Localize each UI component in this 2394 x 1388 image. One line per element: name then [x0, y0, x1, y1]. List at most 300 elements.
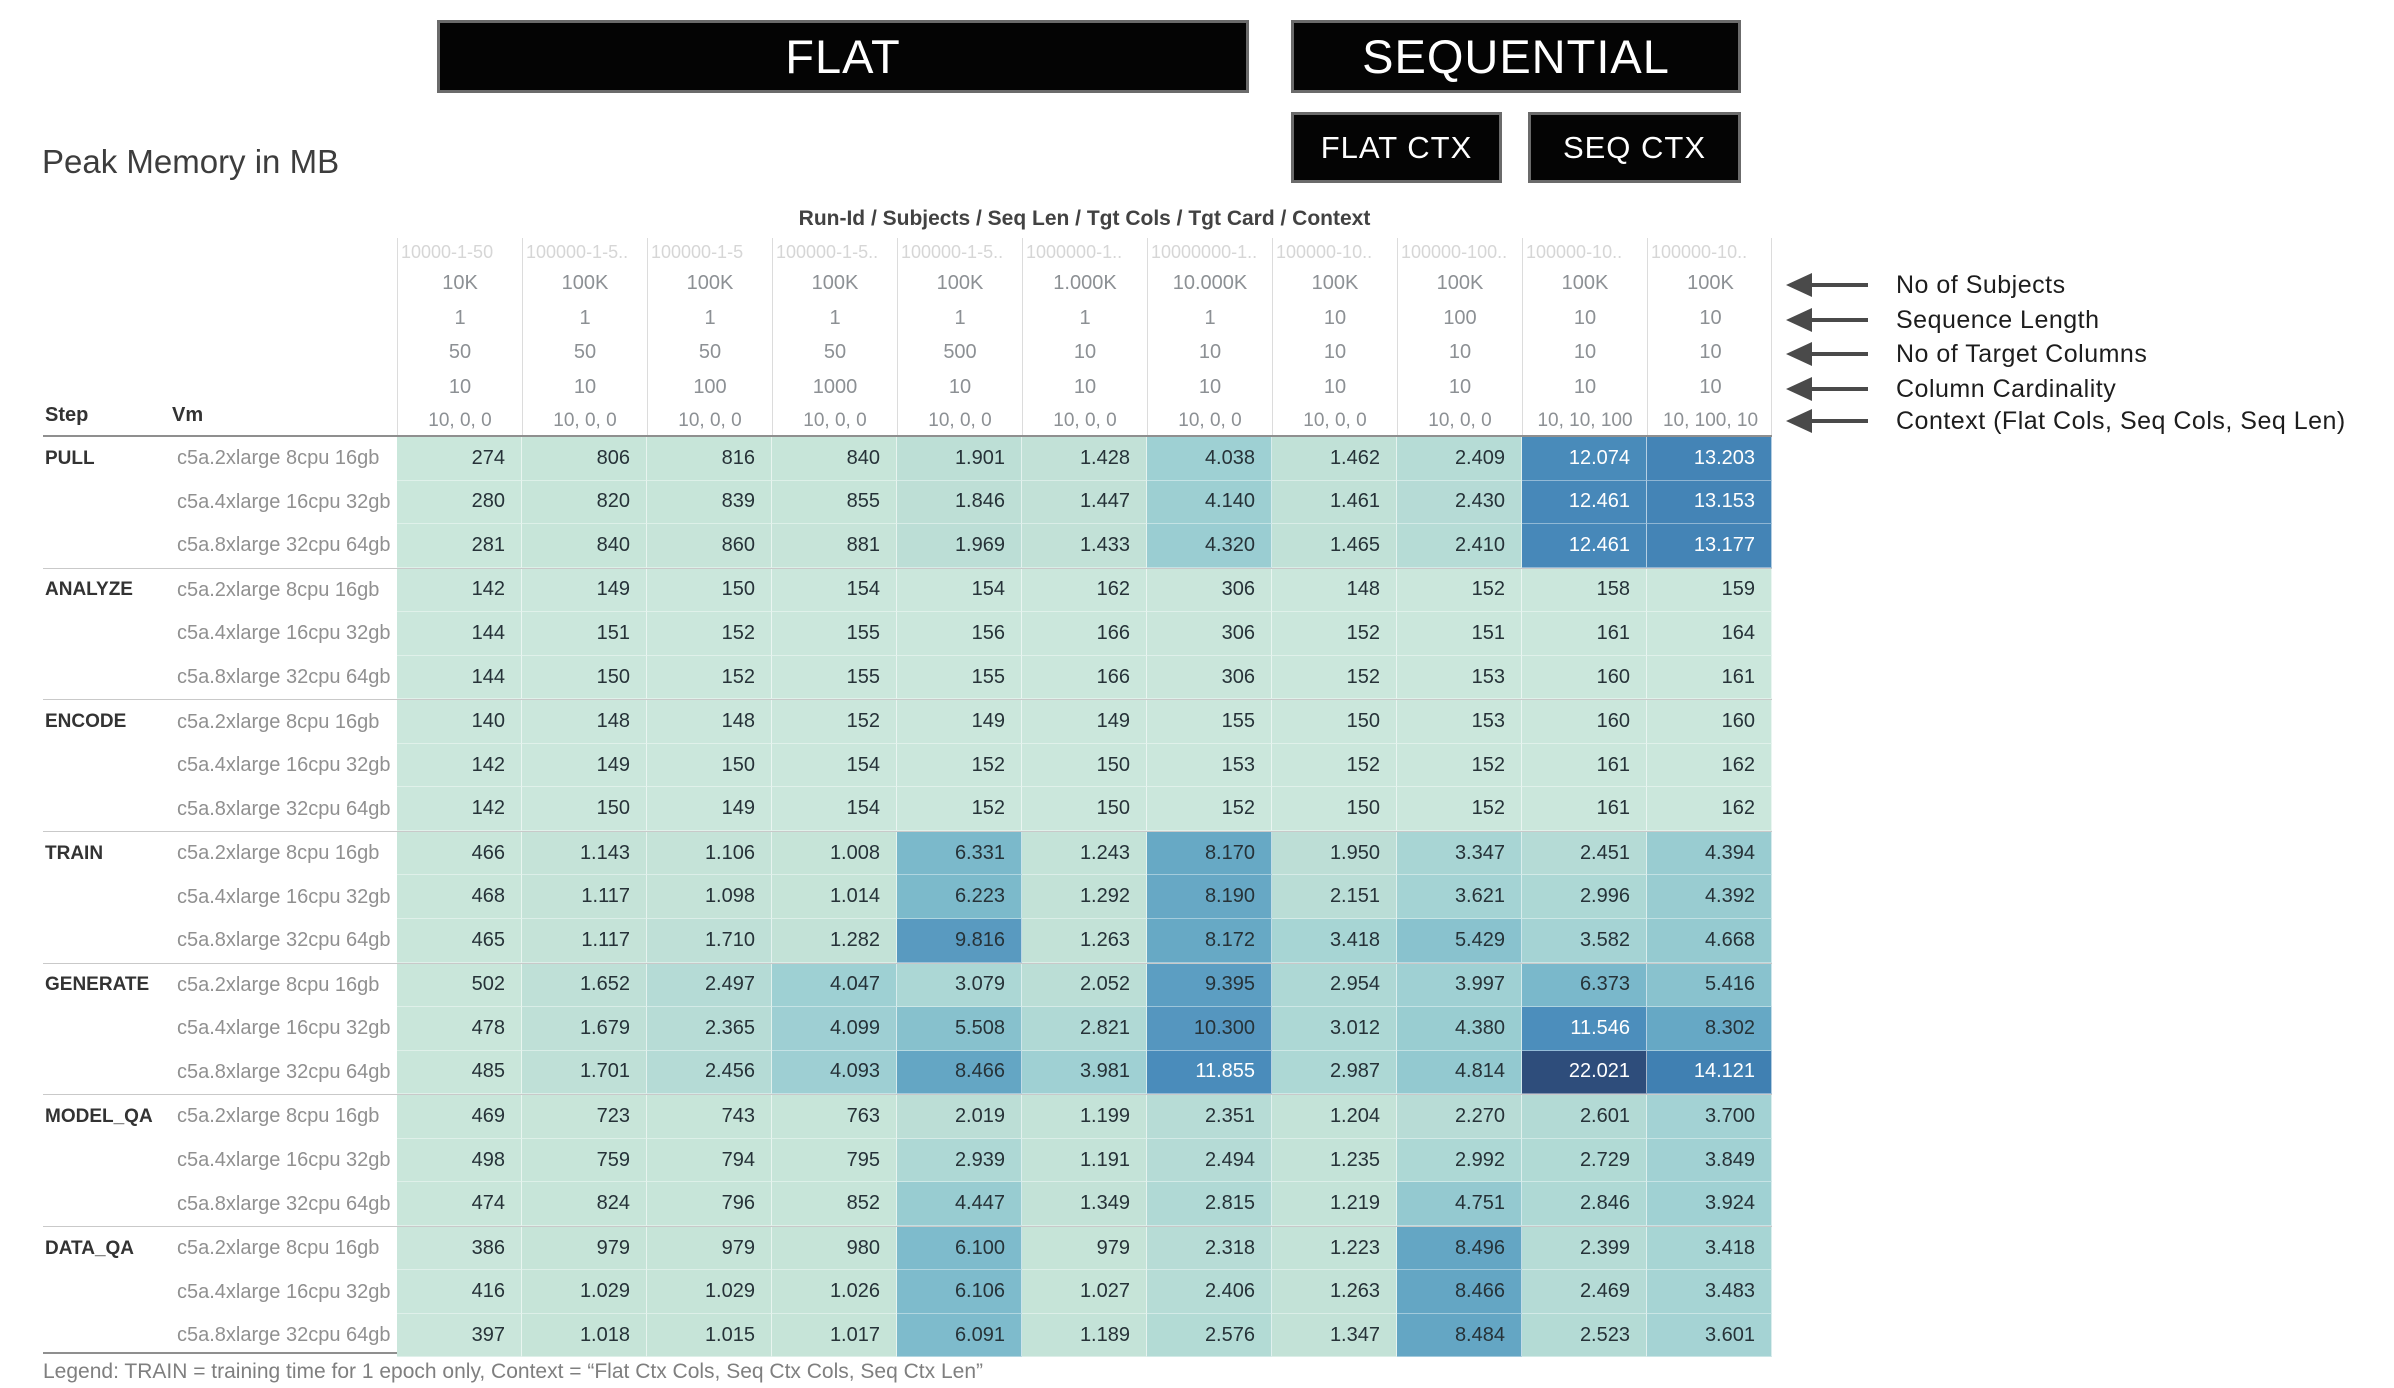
heatmap-cell: 149 [647, 787, 772, 831]
arrow-tail [1812, 283, 1868, 287]
heatmap-cell: 1.461 [1272, 481, 1397, 525]
header-seq-len: 1 [579, 306, 591, 329]
step-label [43, 656, 177, 700]
heatmap-cell: 150 [522, 787, 647, 831]
heatmap-cell: 162 [1647, 787, 1772, 831]
heatmap-cell: 8.170 [1147, 832, 1272, 876]
heatmap-cell: 1.428 [1022, 437, 1147, 481]
arrow-tail [1812, 387, 1868, 391]
heatmap-cell: 1.347 [1272, 1314, 1397, 1358]
step-column-header: Step [45, 404, 89, 426]
heatmap-cell: 5.429 [1397, 919, 1522, 963]
heatmap-cell: 979 [522, 1227, 647, 1271]
annotation-label: No of Target Columns [1896, 339, 2148, 368]
legend-text: Legend: TRAIN = training time for 1 epoch only, Context = “Flat Ctx Cols, Seq Ctx Cols, Seq Ctx Len” [43, 1360, 983, 1383]
step-label: ANALYZE [45, 579, 133, 601]
vm-label: c5a.8xlarge 32cpu 64gb [177, 1192, 391, 1215]
heatmap-cell: 2.451 [1522, 832, 1647, 876]
heatmap-cell: 2.406 [1147, 1270, 1272, 1314]
heatmap-cell: 498 [397, 1139, 522, 1183]
heatmap-cell: 759 [522, 1139, 647, 1183]
vm-label: c5a.2xlarge 8cpu 16gb [177, 973, 380, 996]
heatmap-cell: 6.106 [897, 1270, 1022, 1314]
header-subjects: 100K [1687, 272, 1734, 294]
heatmap-cell: 161 [1647, 656, 1772, 700]
heatmap-cell: 166 [1022, 612, 1147, 656]
heatmap-cell: 3.483 [1647, 1270, 1772, 1314]
heatmap-cell: 4.380 [1397, 1007, 1522, 1051]
vm-label: c5a.2xlarge 8cpu 16gb [177, 578, 380, 601]
heatmap-cell: 142 [397, 569, 522, 613]
heatmap-cell: 3.981 [1022, 1051, 1147, 1095]
heatmap-cell: 1.191 [1022, 1139, 1147, 1183]
step-label [43, 875, 177, 919]
header-tgt-card: 10 [1323, 375, 1347, 398]
step-label [43, 1182, 177, 1226]
heatmap-cell: 1.235 [1272, 1139, 1397, 1183]
heatmap-cell: 2.456 [647, 1051, 772, 1095]
header-column [648, 238, 773, 437]
heatmap-cell: 144 [397, 612, 522, 656]
heatmap-cell: 166 [1022, 656, 1147, 700]
vm-label: c5a.8xlarge 32cpu 64gb [177, 666, 391, 688]
step-label [43, 787, 177, 831]
vm-label: c5a.8xlarge 32cpu 64gb [177, 797, 391, 820]
heatmap-cell: 1.263 [1022, 919, 1147, 963]
heatmap-cell: 1.282 [772, 919, 897, 963]
heatmap-cell: 150 [1272, 787, 1397, 831]
heatmap-cell: 149 [522, 569, 647, 613]
step-label [43, 744, 177, 788]
heatmap-cell: 150 [1022, 787, 1147, 831]
page-title: Peak Memory in MB [42, 143, 340, 180]
step-label [43, 481, 177, 525]
heatmap-cell: 881 [772, 524, 897, 568]
header-column [1523, 238, 1648, 437]
header-run-id: 100000-1-5.. [901, 241, 1004, 262]
step-label [43, 919, 177, 963]
heatmap-cell: 485 [397, 1051, 522, 1095]
heatmap-cell: 1.447 [1022, 481, 1147, 525]
header-tgt-card: 10 [1699, 375, 1722, 398]
header-tgt-card: 1000 [812, 375, 858, 398]
heatmap-cell: 152 [1272, 612, 1397, 656]
flat-group-banner-label: FLAT [785, 30, 901, 83]
step-label: ENCODE [45, 711, 127, 733]
left-arrow-icon [1786, 273, 1868, 297]
arrow-head-icon [1786, 308, 1812, 332]
step-label: GENERATE [45, 974, 150, 996]
heatmap-cell: 155 [897, 656, 1022, 700]
heatmap-cell: 1.008 [772, 832, 897, 876]
header-seq-len: 1 [704, 306, 716, 329]
header-tgt-cols: 50 [823, 341, 847, 363]
heatmap-cell: 12.074 [1522, 437, 1647, 481]
heatmap-cell: 161 [1522, 612, 1647, 656]
heatmap-cell: 469 [397, 1095, 522, 1139]
header-context: 10, 0, 0 [1178, 409, 1242, 431]
vm-label: c5a.4xlarge 16cpu 32gb [177, 885, 391, 908]
heatmap-cell: 6.331 [897, 832, 1022, 876]
heatmap-cell: 149 [1022, 700, 1147, 744]
heatmap-cell: 855 [772, 481, 897, 525]
heatmap-cell: 795 [772, 1139, 897, 1183]
heatmap-cell: 723 [522, 1095, 647, 1139]
heatmap-cell: 142 [397, 787, 522, 831]
heatmap-cell: 1.292 [1022, 875, 1147, 919]
header-run-id: 100000-10.. [1526, 241, 1623, 262]
heatmap-cell: 144 [397, 656, 522, 700]
heatmap-cell: 8.302 [1647, 1007, 1772, 1051]
heatmap-cell: 4.668 [1647, 919, 1772, 963]
heatmap-cell: 150 [647, 744, 772, 788]
header-subjects: 100K [1311, 272, 1359, 294]
heatmap-cell: 4.320 [1147, 524, 1272, 568]
heatmap-cell: 794 [647, 1139, 772, 1183]
heatmap-cell: 2.987 [1272, 1051, 1397, 1095]
vm-label: c5a.2xlarge 8cpu 16gb [177, 447, 380, 470]
heatmap-cell: 8.466 [1397, 1270, 1522, 1314]
header-run-id: 100000-10.. [1651, 241, 1748, 262]
step-block-analyze [43, 568, 1772, 700]
heatmap-cell: 4.140 [1147, 481, 1272, 525]
heatmap-cell: 2.729 [1522, 1139, 1647, 1183]
heatmap-cell: 2.494 [1147, 1139, 1272, 1183]
annotation-row [1786, 268, 2066, 302]
arrow-head-icon [1786, 377, 1812, 401]
step-label: MODEL_QA [45, 1105, 153, 1127]
sequential-group-banner-label: SEQUENTIAL [1362, 30, 1670, 83]
step-block-pull [43, 437, 1772, 568]
vm-label: c5a.2xlarge 8cpu 16gb [177, 710, 380, 733]
heatmap-cell: 3.418 [1272, 919, 1397, 963]
header-context: 10, 0, 0 [928, 409, 992, 431]
annotation-row [1786, 337, 2147, 371]
vm-label: c5a.4xlarge 16cpu 32gb [177, 490, 391, 513]
heatmap-cell: 2.821 [1022, 1007, 1147, 1051]
seq-ctx-banner-label: SEQ CTX [1562, 129, 1707, 165]
header-tgt-card: 10 [948, 375, 972, 398]
heatmap-cell: 1.014 [772, 875, 897, 919]
heatmap-cell: 8.496 [1397, 1227, 1522, 1271]
heatmap-cell: 3.012 [1272, 1007, 1397, 1051]
heatmap-cell: 980 [772, 1227, 897, 1271]
heatmap-cell: 743 [647, 1095, 772, 1139]
heatmap-cell: 1.027 [1022, 1270, 1147, 1314]
header-seq-len: 1 [1204, 306, 1216, 329]
heatmap-cell: 2.270 [1397, 1095, 1522, 1139]
vm-label: c5a.8xlarge 32cpu 64gb [177, 929, 391, 952]
heatmap-cell: 1.117 [522, 919, 647, 963]
header-subjects: 100K [561, 272, 609, 294]
heatmap-cell: 152 [1272, 656, 1397, 700]
heatmap-cell: 13.177 [1647, 524, 1772, 568]
header-subjects: 100K [936, 272, 984, 294]
heatmap-cell: 1.710 [647, 919, 772, 963]
heatmap-cell: 1.349 [1022, 1182, 1147, 1226]
heatmap-cell: 2.815 [1147, 1182, 1272, 1226]
heatmap-cell: 164 [1647, 612, 1772, 656]
heatmap-cell: 2.351 [1147, 1095, 1272, 1139]
heatmap-cell: 306 [1147, 569, 1272, 613]
header-tgt-cols: 10 [1699, 341, 1722, 363]
heatmap-cell: 10.300 [1147, 1007, 1272, 1051]
heatmap-cell: 2.523 [1522, 1314, 1647, 1358]
heatmap-cell: 5.508 [897, 1007, 1022, 1051]
heatmap-cell: 152 [897, 787, 1022, 831]
heatmap-cell: 1.017 [772, 1314, 897, 1358]
heatmap-cell: 2.019 [897, 1095, 1022, 1139]
header-run-id: 100000-10.. [1276, 241, 1373, 262]
header-column [1398, 238, 1523, 437]
annotation-row [1786, 372, 2116, 406]
heatmap-cell: 1.263 [1272, 1270, 1397, 1314]
step-label: PULL [45, 447, 95, 469]
arrow-head-icon [1786, 409, 1812, 433]
heatmap-cell: 840 [522, 524, 647, 568]
header-seq-len: 10 [1699, 306, 1722, 329]
matrix-body [43, 437, 1772, 1357]
heatmap-cell: 149 [897, 700, 1022, 744]
heatmap-cell: 2.954 [1272, 964, 1397, 1008]
header-run-id: 10000000-1.. [1151, 241, 1258, 262]
heatmap-cell: 152 [1397, 744, 1522, 788]
header-tgt-cols: 50 [448, 341, 472, 363]
step-block-data_qa [43, 1226, 1772, 1358]
header-seq-len: 10 [1573, 306, 1597, 329]
matrix-header-columns [397, 238, 1772, 437]
header-run-id: 10000-1-50 [401, 241, 494, 262]
heatmap-cell: 152 [647, 612, 772, 656]
heatmap-cell: 4.099 [772, 1007, 897, 1051]
header-run-id: 1000000-1.. [1026, 241, 1123, 262]
heatmap-cell: 2.410 [1397, 524, 1522, 568]
heatmap-cell: 6.373 [1522, 964, 1647, 1008]
header-seq-len: 1 [829, 306, 841, 329]
header-context: 10, 0, 0 [803, 409, 867, 431]
heatmap-cell: 280 [397, 481, 522, 525]
vm-label: c5a.8xlarge 32cpu 64gb [177, 1060, 391, 1083]
header-tgt-cols: 50 [698, 341, 722, 363]
header-column [898, 238, 1023, 437]
header-subjects: 100K [1436, 272, 1484, 294]
header-tgt-cols: 10 [1448, 341, 1472, 363]
heatmap-cell: 155 [772, 656, 897, 700]
heatmap-cell: 1.969 [897, 524, 1022, 568]
header-seq-len: 1 [954, 306, 966, 329]
heatmap-cell: 281 [397, 524, 522, 568]
header-tgt-cols: 10 [1073, 341, 1097, 363]
header-tgt-card: 10 [1198, 375, 1222, 398]
heatmap-cell: 149 [522, 744, 647, 788]
heatmap-cell: 274 [397, 437, 522, 481]
header-tgt-card: 10 [448, 375, 472, 398]
header-tgt-cols: 10 [1198, 341, 1222, 363]
heatmap-cell: 820 [522, 481, 647, 525]
heatmap-cell: 156 [897, 612, 1022, 656]
heatmap-cell: 148 [522, 700, 647, 744]
header-column [1148, 238, 1273, 437]
flat-ctx-banner-label: FLAT CTX [1320, 129, 1473, 165]
step-block-encode [43, 699, 1772, 831]
heatmap-cell: 466 [397, 832, 522, 876]
heatmap-cell: 152 [1397, 569, 1522, 613]
step-label [43, 524, 177, 568]
heatmap-cell: 22.021 [1522, 1051, 1647, 1095]
header-subjects: 100K [811, 272, 859, 294]
step-block-generate [43, 963, 1772, 1095]
heatmap-cell: 162 [1022, 569, 1147, 613]
header-tgt-card: 10 [573, 375, 597, 398]
heatmap-cell: 153 [1397, 700, 1522, 744]
heatmap-cell: 151 [1397, 612, 1522, 656]
heatmap-cell: 8.190 [1147, 875, 1272, 919]
heatmap-cell: 2.992 [1397, 1139, 1522, 1183]
heatmap-cell: 13.203 [1647, 437, 1772, 481]
heatmap-cell: 6.100 [897, 1227, 1022, 1271]
vm-label: c5a.4xlarge 16cpu 32gb [177, 754, 391, 777]
heatmap-cell: 152 [897, 744, 1022, 788]
heatmap-cell: 4.447 [897, 1182, 1022, 1226]
heatmap-cell: 3.924 [1647, 1182, 1772, 1226]
heatmap-cell: 8.172 [1147, 919, 1272, 963]
column-header-label: Run-Id / Subjects / Seq Len / Tgt Cols / Tgt Card / Context [798, 207, 1371, 230]
heatmap-cell: 2.365 [647, 1007, 772, 1051]
header-subjects: 100K [1561, 272, 1609, 294]
heatmap-cell: 1.950 [1272, 832, 1397, 876]
header-context: 10, 0, 0 [678, 409, 742, 431]
heatmap-cell: 152 [647, 656, 772, 700]
heatmap-cell: 4.047 [772, 964, 897, 1008]
header-column [523, 238, 648, 437]
heatmap-cell: 3.997 [1397, 964, 1522, 1008]
heatmap-cell: 6.091 [897, 1314, 1022, 1358]
header-column [1273, 238, 1398, 437]
heatmap-cell: 12.461 [1522, 481, 1647, 525]
vm-label: c5a.4xlarge 16cpu 32gb [177, 1280, 391, 1303]
heatmap-cell: 4.751 [1397, 1182, 1522, 1226]
header-run-id: 100000-1-5 [651, 241, 744, 262]
heatmap-cell: 160 [1647, 700, 1772, 744]
header-run-id: 100000-1-5.. [526, 241, 629, 262]
heatmap-cell: 1.846 [897, 481, 1022, 525]
header-context: 10, 0, 0 [553, 409, 617, 431]
heatmap-cell: 152 [1397, 787, 1522, 831]
vm-label: c5a.8xlarge 32cpu 64gb [177, 1324, 391, 1347]
heatmap-cell: 979 [647, 1227, 772, 1271]
heatmap-cell: 1.143 [522, 832, 647, 876]
heatmap-cell: 1.029 [647, 1270, 772, 1314]
heatmap-cell: 824 [522, 1182, 647, 1226]
header-context: 10, 0, 0 [1428, 409, 1492, 431]
heatmap-cell: 142 [397, 744, 522, 788]
heatmap-cell: 763 [772, 1095, 897, 1139]
heatmap-cell: 155 [1147, 700, 1272, 744]
heatmap-cell: 3.079 [897, 964, 1022, 1008]
header-column [398, 238, 523, 437]
heatmap-cell: 4.814 [1397, 1051, 1522, 1095]
heatmap-cell: 162 [1647, 744, 1772, 788]
header-tgt-card: 10 [1573, 375, 1597, 398]
heatmap-cell: 465 [397, 919, 522, 963]
heatmap-cell: 306 [1147, 612, 1272, 656]
sequential-group-banner [1291, 20, 1741, 93]
header-seq-len: 10 [1323, 306, 1347, 329]
heatmap-cell: 8.466 [897, 1051, 1022, 1095]
heatmap-cell: 153 [1397, 656, 1522, 700]
heatmap-cell: 816 [647, 437, 772, 481]
heatmap-cell: 4.093 [772, 1051, 897, 1095]
heatmap-cell: 2.469 [1522, 1270, 1647, 1314]
heatmap-cell: 3.418 [1647, 1227, 1772, 1271]
heatmap-cell: 151 [522, 612, 647, 656]
heatmap-cell: 2.601 [1522, 1095, 1647, 1139]
heatmap-cell: 4.394 [1647, 832, 1772, 876]
header-subjects: 1.000K [1053, 272, 1117, 294]
heatmap-cell: 1.117 [522, 875, 647, 919]
heatmap-cell: 152 [1272, 744, 1397, 788]
left-arrow-icon [1786, 377, 1868, 401]
flat-group-banner [437, 20, 1249, 93]
heatmap-cell: 1.433 [1022, 524, 1147, 568]
heatmap-cell: 2.430 [1397, 481, 1522, 525]
heatmap-cell: 4.392 [1647, 875, 1772, 919]
step-label: DATA_QA [45, 1237, 135, 1259]
header-column [1023, 238, 1148, 437]
heatmap-cell: 3.849 [1647, 1139, 1772, 1183]
heatmap-cell: 1.223 [1272, 1227, 1397, 1271]
heatmap-cell: 6.223 [897, 875, 1022, 919]
left-arrow-icon [1786, 308, 1868, 332]
header-subjects: 100K [686, 272, 734, 294]
heatmap-cell: 154 [897, 569, 1022, 613]
heatmap-cell: 839 [647, 481, 772, 525]
header-column [773, 238, 898, 437]
vm-label: c5a.2xlarge 8cpu 16gb [177, 842, 380, 865]
step-label [43, 1007, 177, 1051]
vm-label: c5a.2xlarge 8cpu 16gb [177, 1105, 380, 1128]
heatmap-cell: 860 [647, 524, 772, 568]
heatmap-cell: 1.018 [522, 1314, 647, 1358]
heatmap-cell: 12.461 [1522, 524, 1647, 568]
header-subjects: 10K [442, 272, 478, 294]
heatmap-cell: 14.121 [1647, 1051, 1772, 1095]
heatmap-cell: 2.939 [897, 1139, 1022, 1183]
heatmap-cell: 150 [647, 569, 772, 613]
heatmap-cell: 2.409 [1397, 437, 1522, 481]
heatmap-cell: 306 [1147, 656, 1272, 700]
heatmap-cell: 150 [1022, 744, 1147, 788]
heatmap-cell: 2.399 [1522, 1227, 1647, 1271]
header-tgt-cols: 500 [943, 341, 977, 363]
header-seq-len: 1 [454, 306, 466, 329]
heatmap-cell: 3.347 [1397, 832, 1522, 876]
arrow-tail [1812, 352, 1868, 356]
heatmap-cell: 2.846 [1522, 1182, 1647, 1226]
heatmap-cell: 148 [647, 700, 772, 744]
heatmap-cell: 161 [1522, 787, 1647, 831]
step-block-model_qa [43, 1094, 1772, 1226]
step-label [43, 612, 177, 656]
heatmap-cell: 1.026 [772, 1270, 897, 1314]
vm-column-header: Vm [172, 404, 204, 426]
step-block-train [43, 831, 1772, 963]
heatmap-cell: 386 [397, 1227, 522, 1271]
heatmap-cell: 1.465 [1272, 524, 1397, 568]
arrow-head-icon [1786, 342, 1812, 366]
heatmap-cell: 397 [397, 1314, 522, 1358]
heatmap-cell: 502 [397, 964, 522, 1008]
